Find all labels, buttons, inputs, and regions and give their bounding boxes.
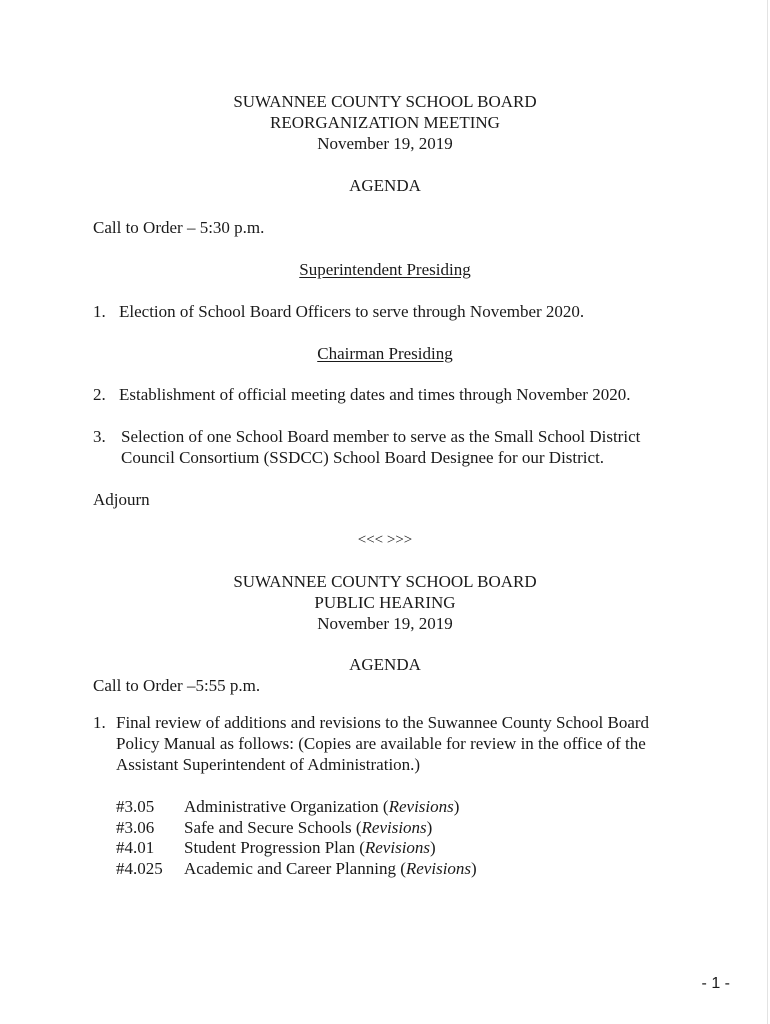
page-number: - 1 - (701, 975, 730, 992)
policy-code: #4.01 (116, 838, 155, 857)
item-text: Establishment of official meeting dates and times through November 2020. (119, 385, 631, 404)
policy-note: Revisions (364, 838, 431, 857)
policy-note: Revisions (388, 797, 454, 816)
item-number: 1. (93, 302, 106, 321)
policy-code: #3.05 (116, 797, 155, 816)
item-text-line1: Final review of additions and revisions to the Suwannee County School Board (116, 713, 650, 732)
item-text-line3: Assistant Superintendent of Administration.) (116, 755, 421, 774)
policy-title-line: Administrative Organization (Revisions) (184, 797, 460, 816)
policy-note: Revisions (361, 818, 427, 837)
policy-code: #3.06 (116, 818, 155, 837)
item-text: Election of School Board Officers to serve through November 2020. (119, 302, 585, 321)
meeting1-org: SUWANNEE COUNTY SCHOOL BOARD (233, 92, 537, 111)
meeting1-adjourn: Adjourn (93, 490, 150, 509)
policy-title: Safe and Secure Schools (184, 818, 352, 837)
meeting1-agenda-heading: AGENDA (349, 176, 421, 195)
meeting1-call-to-order: Call to Order – 5:30 p.m. (93, 218, 265, 237)
policy-code: #4.025 (116, 859, 163, 878)
policy-title: Academic and Career Planning (184, 859, 396, 878)
meeting1-type: REORGANIZATION MEETING (270, 113, 500, 132)
section-heading-superintendent: Superintendent Presiding (299, 260, 471, 279)
item-text-line2: Policy Manual as follows: (Copies are available for review in the office of the (116, 734, 646, 753)
policy-title-line: Safe and Secure Schools (Revisions) (184, 818, 433, 837)
item-number: 1. (93, 713, 106, 732)
section-separator: <<< >>> (357, 532, 413, 548)
policy-title-line: Student Progression Plan (Revisions) (184, 838, 436, 857)
meeting2-call-to-order: Call to Order –5:55 p.m. (93, 676, 261, 695)
policy-note: Revisions (405, 859, 472, 878)
policy-title-line: Academic and Career Planning (Revisions) (184, 859, 477, 878)
policy-title: Student Progression Plan (184, 838, 355, 857)
policy-title: Administrative Organization (184, 797, 379, 816)
meeting2-agenda-heading: AGENDA (349, 655, 421, 674)
meeting1-date: November 19, 2019 (317, 134, 453, 153)
item-text-line2: Council Consortium (SSDCC) School Board Designee for our District. (121, 448, 605, 467)
item-number: 2. (93, 385, 106, 404)
meeting2-date: November 19, 2019 (317, 614, 453, 633)
meeting2-type: PUBLIC HEARING (314, 593, 456, 612)
item-text-line1: Selection of one School Board member to serve as the Small School District (121, 427, 641, 446)
meeting2-org: SUWANNEE COUNTY SCHOOL BOARD (233, 572, 537, 591)
section-heading-chairman: Chairman Presiding (317, 344, 453, 363)
item-number: 3. (93, 427, 106, 446)
